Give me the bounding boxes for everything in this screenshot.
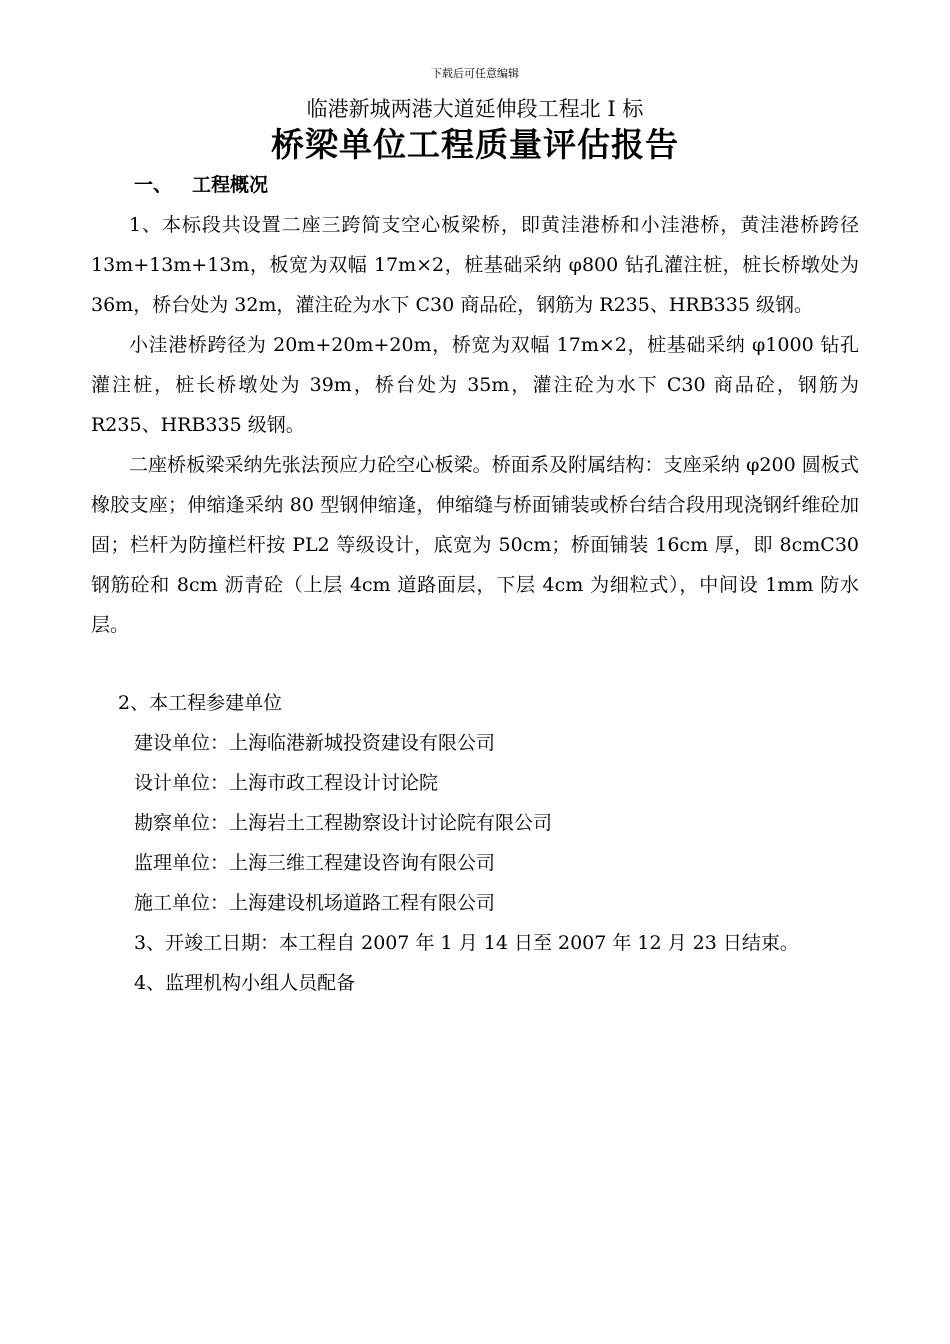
paragraph-bridge-xiaowagang: 小洼港桥跨径为 20m+20m+20m，桥宽为双幅 17m×2，桩基础采纳 φ1000 钻孔灌注桩，桩长桥墩处为 39m，桥台处为 35m，灌注砼为水下 C30 商品砼，钢筋为 R235、HRB335 级钢。 xyxy=(91,334,859,436)
document-subtitle: 临港新城两港大道延伸段工程北 I 标 xyxy=(306,97,644,121)
paragraph-structure: 二座桥板梁采纳先张法预应力砼空心板梁。桥面系及附属结构：支座采纳 φ200 圆板式橡胶支座；伸缩逢采纳 80 型钢伸缩逢，伸缩缝与桥面铺装或桥台结合段用现浇钢纤维砼加固；栏杆为防撞栏杆按 PL2 等级设计，底宽为 50cm；桥面铺装 16cm 厚，即 8cmC30 钢筋砼和 8cm 沥青砼（上层 4cm 道路面层，下层 4cm 为细粒式），中间设 1mm 防水层。 xyxy=(91,454,859,636)
section-heading-overview xyxy=(134,170,268,200)
participant-client: 建设单位：上海临港新城投资建设有限公司 xyxy=(134,732,496,754)
participant-contractor: 施工单位：上海建设机场道路工程有限公司 xyxy=(134,892,496,914)
participant-supervisor: 监理单位：上海三维工程建设咨询有限公司 xyxy=(134,852,496,874)
section-number: 一、 xyxy=(134,174,173,196)
construction-dates: 3、开竣工日期：本工程自 2007 年 1 月 14 日至 2007 年 12 月 23 日结束。 xyxy=(134,932,799,954)
participants-heading: 2、本工程参建单位 xyxy=(118,692,283,714)
participant-designer: 设计单位：上海市政工程设计讨论院 xyxy=(134,772,439,794)
overview-body xyxy=(91,205,859,645)
document-title: 桥梁单位工程质量评估报告 xyxy=(271,125,679,164)
staffing-heading: 4、监理机构小组人员配备 xyxy=(134,972,356,994)
paragraph-bridge-huangwagang: 1、本标段共设置二座三跨简支空心板梁桥，即黄洼港桥和小洼港桥，黄洼港桥跨径 13m+13m+13m，板宽为双幅 17m×2，桩基础采纳 φ800 钻孔灌注桩，桩长桥墩处为 36m，桥台处为 32m，灌注砼为水下 C30 商品砼，钢筋为 R235、HRB335 级钢。 xyxy=(91,214,859,316)
header-note: 下载后可任意编辑 xyxy=(431,67,519,80)
participant-surveyor: 勘察单位：上海岩土工程勘察设计讨论院有限公司 xyxy=(134,812,553,834)
section-heading-text: 工程概况 xyxy=(192,174,269,196)
